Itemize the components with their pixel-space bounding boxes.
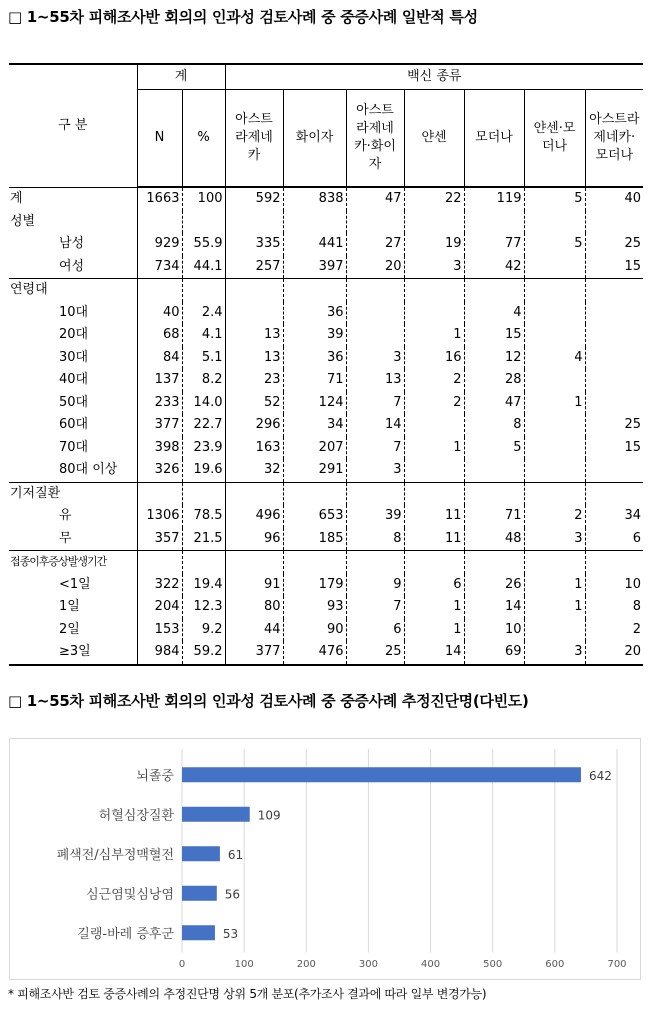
- row-label: <1일: [59, 576, 91, 592]
- table-cell: [225, 279, 283, 302]
- table-cell: 7: [346, 596, 404, 619]
- table-cell: 1663: [137, 187, 182, 211]
- table-cell: 40: [585, 187, 643, 211]
- table-row: [9, 302, 643, 325]
- table-cell: 11: [404, 505, 464, 528]
- table-row: [9, 505, 643, 528]
- table-cell: 257: [225, 256, 283, 279]
- header-vaccine: 얀센: [404, 90, 464, 188]
- table-cell: 32: [225, 459, 283, 482]
- x-tick-label: 300: [358, 959, 378, 970]
- data-label: 56: [224, 887, 241, 902]
- row-label: 여성: [59, 258, 85, 274]
- table-cell: 2: [585, 619, 643, 642]
- table-cell: [464, 279, 524, 302]
- table-cell: 55.9: [182, 233, 225, 256]
- table-cell: 1: [524, 574, 585, 597]
- table-cell: 296: [225, 414, 283, 437]
- table-row: [9, 211, 643, 234]
- table-cell: [464, 482, 524, 505]
- row-label: 남성: [59, 236, 85, 252]
- x-tick-label: 700: [607, 959, 627, 970]
- table-cell: 441: [283, 233, 346, 256]
- table-cell: [404, 414, 464, 437]
- table-cell: 39: [283, 324, 346, 347]
- row-label: 기저질환: [9, 482, 137, 505]
- header-total: 계: [137, 64, 225, 90]
- table-cell: 20: [346, 256, 404, 279]
- table-cell: 233: [137, 392, 182, 415]
- table-cell: [404, 551, 464, 574]
- table-cell: [585, 369, 643, 392]
- table-cell: [585, 551, 643, 574]
- table-cell: 15: [585, 256, 643, 279]
- table-cell: 207: [283, 437, 346, 460]
- table-cell: [225, 551, 283, 574]
- table-cell: 10: [585, 574, 643, 597]
- table-row: [9, 459, 643, 482]
- table-cell: 20: [585, 641, 643, 665]
- table-cell: 6: [404, 574, 464, 597]
- table-row: [9, 641, 643, 665]
- table-row: [9, 256, 643, 279]
- table-cell: 653: [283, 505, 346, 528]
- table-cell: [464, 459, 524, 482]
- table-cell: [404, 302, 464, 325]
- table-cell: 357: [137, 528, 182, 551]
- table-cell: 397: [283, 256, 346, 279]
- table-row: [9, 551, 643, 574]
- x-tick-label: 100: [234, 959, 254, 970]
- table-cell: [585, 482, 643, 505]
- table-row: [9, 596, 643, 619]
- table-cell: 23: [225, 369, 283, 392]
- table-cell: [585, 459, 643, 482]
- row-label: 접종이후증상발생기간: [9, 551, 137, 574]
- table-cell: [182, 482, 225, 505]
- row-label: 유: [59, 508, 72, 524]
- table-cell: [182, 211, 225, 234]
- table-cell: [283, 482, 346, 505]
- table-cell: 5: [524, 187, 585, 211]
- table-cell: 42: [464, 256, 524, 279]
- table-cell: 9.2: [182, 619, 225, 642]
- table-cell: 47: [464, 392, 524, 415]
- table-cell: 25: [585, 414, 643, 437]
- data-label: 53: [222, 926, 239, 941]
- table-cell: 13: [225, 347, 283, 370]
- header-n: N: [137, 90, 182, 188]
- row-label: 연령대: [9, 279, 137, 302]
- table-cell: 163: [225, 437, 283, 460]
- table-cell: 44: [225, 619, 283, 642]
- table-cell: 19.6: [182, 459, 225, 482]
- table-cell: 1: [404, 324, 464, 347]
- table-cell: 14.0: [182, 392, 225, 415]
- table-cell: [524, 256, 585, 279]
- table-cell: 398: [137, 437, 182, 460]
- bar: [182, 767, 581, 782]
- table-cell: 19.4: [182, 574, 225, 597]
- table-cell: 4.1: [182, 324, 225, 347]
- table-cell: 40: [137, 302, 182, 325]
- table-cell: 5.1: [182, 347, 225, 370]
- bar: [182, 886, 217, 901]
- row-label: 80대 이상: [59, 462, 118, 478]
- table-cell: 90: [283, 619, 346, 642]
- table-cell: 34: [585, 505, 643, 528]
- row-label: ≥3일: [9, 641, 137, 665]
- table-cell: [346, 551, 404, 574]
- table-cell: [137, 482, 182, 505]
- table-body: [9, 187, 643, 665]
- table-cell: 476: [283, 641, 346, 665]
- table-cell: [225, 302, 283, 325]
- table-row: [9, 482, 643, 505]
- table-cell: 7: [346, 392, 404, 415]
- table-cell: 592: [225, 187, 283, 211]
- table-row: [9, 392, 643, 415]
- header-category: 구 분: [9, 64, 137, 187]
- table-cell: 96: [225, 528, 283, 551]
- table-cell: [137, 279, 182, 302]
- bar: [182, 846, 220, 861]
- table-row: [9, 437, 643, 460]
- table-cell: [346, 211, 404, 234]
- table-cell: 185: [283, 528, 346, 551]
- table-cell: 1: [404, 437, 464, 460]
- table-cell: [346, 279, 404, 302]
- diagnosis-bar-chart: [9, 738, 641, 980]
- table-cell: 153: [137, 619, 182, 642]
- chart-title: □ 1~55차 피해조사반 회의의 인과성 검토사례 중 중증사례 추정진단명(다빈도): [8, 692, 529, 710]
- table-cell: 1: [404, 596, 464, 619]
- table-cell: [585, 279, 643, 302]
- table-cell: 12.3: [182, 596, 225, 619]
- table-cell: [182, 279, 225, 302]
- table-cell: 4: [524, 347, 585, 370]
- table-cell: [524, 302, 585, 325]
- table-cell: 6: [346, 619, 404, 642]
- table-cell: [524, 459, 585, 482]
- table-cell: [404, 279, 464, 302]
- table-cell: 5: [464, 437, 524, 460]
- category-label: 폐색전/심부정맥혈전: [56, 847, 174, 863]
- row-label: 10대: [59, 304, 89, 320]
- table-row: [9, 528, 643, 551]
- table-cell: 335: [225, 233, 283, 256]
- bar: [182, 925, 215, 940]
- category-label: 심근염및심낭염: [86, 887, 174, 903]
- x-tick-label: 600: [545, 959, 565, 970]
- row-label: 40대: [59, 372, 89, 388]
- table-cell: [404, 211, 464, 234]
- row-label: 20대: [59, 327, 89, 343]
- table-cell: 137: [137, 369, 182, 392]
- table-cell: 3: [346, 459, 404, 482]
- table-cell: 59.2: [182, 641, 225, 665]
- characteristics-table: [9, 63, 643, 666]
- table-cell: 8: [585, 596, 643, 619]
- table-cell: 23.9: [182, 437, 225, 460]
- row-label: 계: [10, 191, 23, 206]
- table-cell: 7: [346, 437, 404, 460]
- data-label: 109: [257, 808, 281, 823]
- table-cell: 2: [404, 369, 464, 392]
- table-cell: 25: [585, 233, 643, 256]
- table-cell: [464, 211, 524, 234]
- table-cell: 22.7: [182, 414, 225, 437]
- table-cell: 179: [283, 574, 346, 597]
- table-cell: 34: [283, 414, 346, 437]
- table-cell: 3: [524, 641, 585, 665]
- x-tick-label: 500: [483, 959, 503, 970]
- table-cell: 734: [137, 256, 182, 279]
- table-cell: 25: [346, 641, 404, 665]
- footnote: * 피해조사반 검토 중증사례의 추정진단명 상위 5개 분포(추가조사 결과에 따라 일부 변경가능): [8, 987, 487, 1001]
- table-cell: [283, 551, 346, 574]
- table-title: □ 1~55차 피해조사반 회의의 인과성 검토사례 중 중증사례 일반적 특성: [8, 8, 478, 26]
- row-label: 2일: [59, 621, 80, 637]
- table-cell: [524, 369, 585, 392]
- table-cell: 36: [283, 347, 346, 370]
- table-cell: 14: [464, 596, 524, 619]
- table-row: [9, 414, 643, 437]
- table-row: [9, 324, 643, 347]
- table-cell: 838: [283, 187, 346, 211]
- table-cell: 2.4: [182, 302, 225, 325]
- table-cell: 16: [404, 347, 464, 370]
- table-cell: 9: [346, 574, 404, 597]
- header-vaccine-type: 백신 종류: [225, 64, 643, 90]
- table-row: [9, 347, 643, 370]
- table-row: [9, 619, 643, 642]
- table-cell: 3: [524, 528, 585, 551]
- table-cell: 1: [524, 596, 585, 619]
- table-cell: [464, 551, 524, 574]
- table-cell: 10: [464, 619, 524, 642]
- table-cell: 3: [404, 256, 464, 279]
- table-cell: [346, 302, 404, 325]
- category-label: 길랭-바레 증후군: [77, 926, 174, 942]
- table-cell: [346, 324, 404, 347]
- category-label: 허혈심장질환: [98, 808, 174, 824]
- table-cell: 27: [346, 233, 404, 256]
- table-cell: 78.5: [182, 505, 225, 528]
- table-cell: 21.5: [182, 528, 225, 551]
- category-label: 뇌졸중: [136, 768, 174, 784]
- table-cell: [283, 211, 346, 234]
- table-cell: [346, 482, 404, 505]
- table-cell: [524, 551, 585, 574]
- chart-svg: [10, 739, 640, 979]
- table-cell: 44.1: [182, 256, 225, 279]
- table-row: [9, 233, 643, 256]
- table-cell: [524, 211, 585, 234]
- table-cell: 71: [283, 369, 346, 392]
- table-cell: 19: [404, 233, 464, 256]
- table-cell: 8.2: [182, 369, 225, 392]
- table-row: [9, 279, 643, 302]
- x-tick-label: 200: [296, 959, 316, 970]
- table-cell: [585, 302, 643, 325]
- table-cell: 12: [464, 347, 524, 370]
- table-cell: [585, 211, 643, 234]
- table-cell: [137, 551, 182, 574]
- table-cell: 3: [346, 347, 404, 370]
- table-cell: 2: [404, 392, 464, 415]
- table-cell: 48: [464, 528, 524, 551]
- table-cell: 100: [182, 187, 225, 211]
- table-cell: 322: [137, 574, 182, 597]
- table-cell: 14: [404, 641, 464, 665]
- header-vaccine: 아스트라제네카: [225, 90, 283, 188]
- table-cell: 71: [464, 505, 524, 528]
- table-cell: 929: [137, 233, 182, 256]
- row-label: 70대: [59, 439, 89, 455]
- table-cell: 8: [464, 414, 524, 437]
- table-cell: 15: [585, 437, 643, 460]
- table-cell: [585, 324, 643, 347]
- table-cell: 1: [524, 392, 585, 415]
- table-cell: 14: [346, 414, 404, 437]
- row-label: 무: [59, 530, 72, 546]
- table-cell: 984: [137, 641, 182, 665]
- table-cell: 1306: [137, 505, 182, 528]
- table-cell: 496: [225, 505, 283, 528]
- header-vaccine: 아스트라제네카·모더나: [585, 90, 643, 188]
- bar: [182, 807, 250, 822]
- row-label: 60대: [59, 417, 89, 433]
- table-cell: 22: [404, 187, 464, 211]
- table-cell: 47: [346, 187, 404, 211]
- table-cell: 52: [225, 392, 283, 415]
- table-cell: 36: [283, 302, 346, 325]
- table-cell: [404, 482, 464, 505]
- table-cell: 39: [346, 505, 404, 528]
- table-cell: 377: [137, 414, 182, 437]
- table-cell: 326: [137, 459, 182, 482]
- table-cell: 377: [225, 641, 283, 665]
- row-label: 성별: [10, 213, 36, 229]
- table-cell: [524, 437, 585, 460]
- table-cell: 15: [464, 324, 524, 347]
- table-cell: [524, 482, 585, 505]
- header-vaccine: 모더나: [464, 90, 524, 188]
- table-cell: 13: [225, 324, 283, 347]
- x-tick-label: 0: [178, 959, 186, 970]
- header-vaccine: 얀센·모더나: [524, 90, 585, 188]
- table-cell: 93: [283, 596, 346, 619]
- table-row: [9, 369, 643, 392]
- table-cell: 91: [225, 574, 283, 597]
- table-cell: [137, 211, 182, 234]
- table-cell: [404, 459, 464, 482]
- table-cell: [524, 324, 585, 347]
- table-cell: 4: [464, 302, 524, 325]
- table-cell: 204: [137, 596, 182, 619]
- table-cell: 8: [346, 528, 404, 551]
- table-cell: [225, 211, 283, 234]
- table-cell: 68: [137, 324, 182, 347]
- table-cell: 26: [464, 574, 524, 597]
- header-pct: %: [182, 90, 225, 188]
- table-cell: 2: [524, 505, 585, 528]
- data-label: 61: [227, 847, 244, 862]
- table-row: [9, 574, 643, 597]
- table-cell: 84: [137, 347, 182, 370]
- row-label: 1일: [59, 599, 80, 615]
- table-cell: [585, 392, 643, 415]
- header-vaccine: 아스트라제네카·화이자: [346, 90, 404, 188]
- table-cell: [225, 482, 283, 505]
- table-cell: [283, 279, 346, 302]
- table-cell: 13: [346, 369, 404, 392]
- table-cell: 1: [404, 619, 464, 642]
- table-cell: 80: [225, 596, 283, 619]
- table-cell: [524, 619, 585, 642]
- header-vaccine: 화이자: [283, 90, 346, 188]
- table-cell: 291: [283, 459, 346, 482]
- table-cell: 5: [524, 233, 585, 256]
- data-label: 642: [588, 768, 612, 783]
- table-cell: 69: [464, 641, 524, 665]
- table-cell: 124: [283, 392, 346, 415]
- table-cell: [585, 347, 643, 370]
- table-cell: 11: [404, 528, 464, 551]
- table-cell: [524, 279, 585, 302]
- table-cell: 28: [464, 369, 524, 392]
- table-cell: [182, 551, 225, 574]
- table-cell: 119: [464, 187, 524, 211]
- row-label: 30대: [59, 349, 89, 365]
- table-cell: 77: [464, 233, 524, 256]
- table-cell: [524, 414, 585, 437]
- x-tick-label: 400: [421, 959, 441, 970]
- table-cell: 6: [585, 528, 643, 551]
- table-row: [9, 187, 643, 211]
- row-label: 50대: [59, 394, 89, 410]
